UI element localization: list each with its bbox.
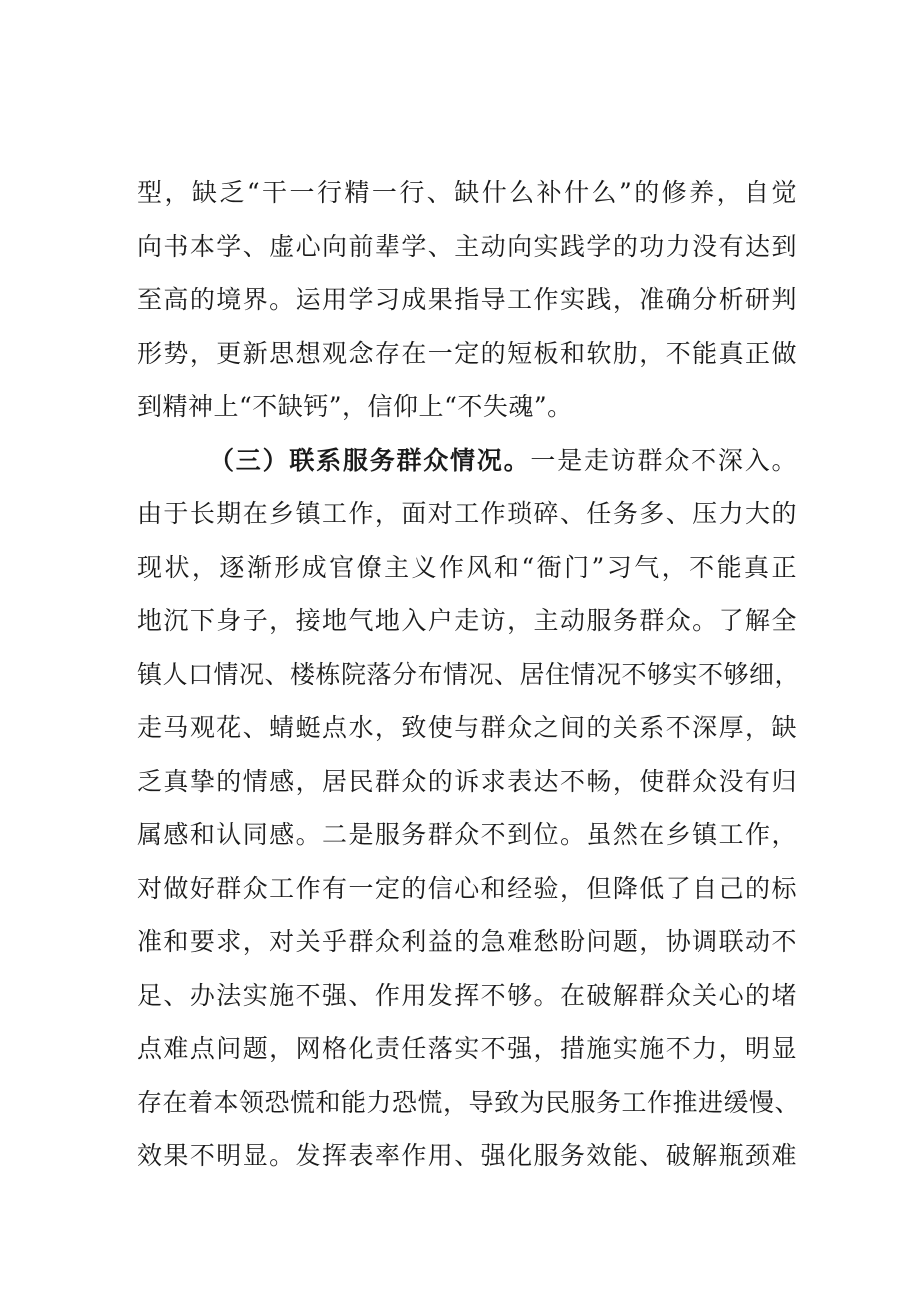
paragraph-line: 准和要求，对关乎群众利益的急难愁盼问题，协调联动不 — [137, 927, 797, 956]
paragraph-line: 由于长期在乡镇工作，面对工作琐碎、任务多、压力大的 — [137, 499, 797, 528]
paragraph-line: 走马观花、蜻蜓点水，致使与群众之间的关系不深厚，缺 — [137, 713, 797, 742]
paragraph-line: 属感和认同感。二是服务群众不到位。虽然在乡镇工作， — [137, 820, 797, 849]
section-heading: （三）联系服务群众情况。 — [209, 445, 531, 475]
paragraph-line: 至高的境界。运用学习成果指导工作实践，准确分析研判 — [137, 285, 797, 314]
paragraph-line: 向书本学、虚心向前辈学、主动向实践学的功力没有达到 — [137, 231, 797, 261]
paragraph-line: 效果不明显。发挥表率作用、强化服务效能、破解瓶颈难 — [137, 1141, 797, 1170]
paragraph-line: 到精神上“不缺钙”，信仰上“不失魂”。 — [137, 392, 573, 421]
section-heading-rest: 一是走访群众不深入。 — [530, 445, 797, 475]
paragraph-line: 地沉下身子，接地气地入户走访，主动服务群众。了解全 — [137, 606, 797, 635]
paragraph-line: 形势，更新思想观念存在一定的短板和软肋，不能真正做 — [137, 338, 797, 368]
paragraph-line: 对做好群众工作有一定的信心和经验，但降低了自己的标 — [137, 873, 797, 903]
paragraph-line: 型，缺乏“干一行精一行、缺什么补什么”的修养，自觉 — [137, 178, 797, 207]
paragraph-line: 现状，逐渐形成官僚主义作风和“衙门”习气，不能真正 — [137, 552, 797, 582]
paragraph-line: 存在着本领恐慌和能力恐慌，导致为民服务工作推进缓慢、 — [137, 1087, 801, 1117]
paragraph-line: 镇人口情况、楼栋院落分布情况、居住情况不够实不够细， — [137, 659, 801, 689]
section-heading-line — [137, 434, 797, 488]
body-text — [137, 166, 801, 1183]
paragraph-line: 乏真挚的情感，居民群众的诉求表达不畅，使群众没有归 — [137, 766, 797, 796]
paragraph-line: 点难点问题，网格化责任落实不强，措施实施不力，明显 — [137, 1034, 797, 1063]
paragraph-line: 足、办法实施不强、作用发挥不够。在破解群众关心的堵 — [137, 980, 797, 1010]
